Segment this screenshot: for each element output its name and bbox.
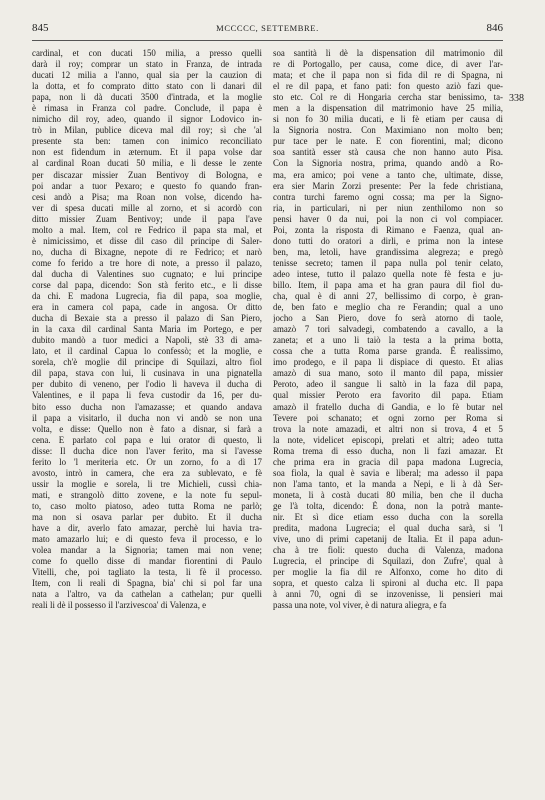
text-line: soa santità esser stà causa che non hanno auto Pisa. [273, 147, 503, 158]
text-line: non est fidendum in æternum. Et il papa volse dar [32, 147, 262, 158]
text-line: dil papa, stava con lui, li cusinava in una pignatella [32, 368, 262, 379]
text-line: re di Portogallo, per causa, come dice, di aver l'ar- [273, 59, 503, 70]
text-line: papa, non li dà ducati 3500 d'intrada, et la moglie [32, 92, 262, 103]
text-line: men a la dispensation dil matrimonio have 25 milia, [273, 103, 503, 114]
text-line: no, ducha di Bixagne, nepote di re Fedrico; et narò [32, 246, 262, 257]
text-line: mata; et che il papa non si fida dil re di Spagna, ni [273, 70, 503, 81]
text-line: imo prodego, e il papa li dispiace di questo. Et alias [273, 357, 503, 368]
page-number-right: 846 [486, 22, 503, 34]
text-line: adeo intese, tutto il palazo quella note fè festa e ju- [273, 268, 503, 279]
text-line: Lugrecia, el principe di Squilazi, don Zufre', qual à [273, 556, 503, 567]
text-line: lato, et il cardinal Capua lo confessò; et la moglie, e [32, 346, 262, 357]
text-line: zaneta; et a uno li taiò la testa a la prima botta, [273, 335, 503, 346]
text-line: la Signoria nostra. Con Maximiano non molto ben; [273, 125, 503, 136]
text-line: era in camera col papa, cade in angosa. Or ditto [32, 302, 262, 313]
text-line: dubito mandò a tuor medici a Napoli, stè 33 di ama- [32, 335, 262, 346]
text-line: sto etc. Col re di Hongaria cercha star benissimo, ta- [273, 92, 503, 103]
text-line: la dotta, et fo comprato ditto stato con li danari dil [32, 81, 262, 92]
text-line: qual missier Peroto era favorito dil papa. Etiam [273, 390, 503, 401]
text-line: sopra, et questo calza li spironi al ducha etc. Il papa [273, 578, 503, 589]
text-line: cena. E parlato col papa e lui orator di questo, li [32, 434, 262, 445]
text-line: darà il roy; comprar un stato in Franza, de intrada [32, 59, 262, 70]
text-line: billo. Item, il papa ama et ha gran paura dil fiol du- [273, 279, 503, 290]
text-line: poi andar a tuor Pexaro; e questo fo quando fran- [32, 180, 262, 191]
text-line: avosto, intrò in camera, che era za sublevato, e fè [32, 467, 262, 478]
text-line: nata a l'altro, va da cathelan a cathelan; pur quelli [32, 589, 262, 600]
text-line: reali li dè il possesso il l'arzivescoa' di Valenza, e [32, 600, 207, 611]
text-line: che prima era in gracia dil papa madona Lugrecia, [273, 456, 503, 467]
text-line: vive, uno di primi capetanij de Italia. Et il papa adun- [273, 534, 503, 545]
text-line: pensi haver 0 da nui, poi la non ci vol compiacer. [273, 213, 503, 224]
text-line: de, ben fato e meglio cha re Ferandin; qual a uno [273, 302, 503, 313]
text-line: per dubito di veneno, per l'odio li haveva il ducha di [32, 379, 262, 390]
text-line: trova la note amazadi, et altri non si trova, 4 et 5 [273, 423, 503, 434]
text-line: cha, qual è di anni 27, bellissimo di corpo, è gran- [273, 291, 503, 302]
text-line: amazò il fratello ducha di Gandia, e lo fè butar nel [273, 401, 503, 412]
text-line: dal ducha di Valentines suo cugnato; e lui principe [32, 268, 262, 279]
margin-number: 338 [509, 93, 524, 104]
text-line: per moglie la fia dil re Alfonxo, come ho dito di [273, 567, 503, 578]
text-line: cesi andò a Pisa; ma Roan non volse, dicendo ha- [32, 191, 262, 202]
text-line: Poi, zonta la risposta di Rimano e Faenza, qual an- [273, 224, 503, 235]
right-column [273, 48, 503, 611]
text-line: el re dil papa, et fano pati: fon questo aziò fazi que- [273, 81, 503, 92]
text-line: disse: Il ducha dice non l'aver ferito, ma si l'avesse [32, 445, 262, 456]
text-line: è rimasa in Franza col padre. Conclude, il papa è [32, 103, 262, 114]
text-line: cossa che a tutta Roma parse granda. È realissimo, [273, 346, 503, 357]
page-number-left: 845 [32, 22, 49, 34]
text-line: ducha di Bexaie sta a presso il palazo di San Piero, [32, 313, 262, 324]
text-line: Peroto, adeo il sangue li saltò in la faza dil papa, [273, 379, 503, 390]
text-line: molto a mal. Item, col re Fedrico il papa sta mal, et [32, 224, 262, 235]
text-line: ussir la moglie e sorela, li tre Michieli, cussì chia- [32, 478, 262, 489]
text-line: ferito lo 'l meriteria etc. Or un zorno, fo a dì 17 [32, 456, 262, 467]
text-line: si non fo 30 milia ducati, e li fè etiam per causa di [273, 114, 503, 125]
text-line: predita, madona Lugrecia; el qual ducha sarà, si 'l [273, 523, 503, 534]
text-line: ria, in particulari, ni per niun zenthilomo non so [273, 202, 503, 213]
text-line: corse dal papa, dicendo: Son stà ferito etc., e li disse [32, 279, 262, 290]
text-line: ben, ma, letoli, have grandissima alegreza; e pregò [273, 246, 503, 257]
text-line: mati, e strangolò ditto zovene, e la note fu sepul- [32, 489, 262, 500]
text-line: il papa a visitarlo, il ducha non vi andò se non una [32, 412, 262, 423]
text-line: al cardinal Roan ducati 50 milia, e li desse le zente [32, 158, 262, 169]
text-line: trò in Milan, publice diceva mal dil roy; sì che 'al [32, 125, 262, 136]
text-line: bito esso ducha non l'amazasse; et quando andava [32, 401, 262, 412]
text-line: pur tace per le nate. E con fiorentini, mal; dicono [273, 136, 503, 147]
header-rule [32, 40, 503, 41]
text-line: Tevere poi schanato; et ogni zorno per Roma si [273, 412, 503, 423]
text-line: Roma trema di esso ducha, non li fazi amazar. Et [273, 445, 503, 456]
text-line: amazò di sua mano, soto il manto dil papa, missier [273, 368, 503, 379]
text-line: come fo ferido a tre hore di note, a presso il palazo, [32, 257, 262, 268]
text-line: passa una note, vol viver, è di natura aliegra, e fa [273, 600, 447, 611]
text-line: Con la Signoria nostra, prima, quando andò a Ro- [273, 158, 503, 169]
text-line: sorela, ch'è moglie dil principe di Squilazi, altro fiol [32, 357, 262, 368]
text-line: moneta, li à costà ducati 80 milia, ben che il ducha [273, 489, 503, 500]
text-line: mato amazarlo lui; e di questo feva il processo, e lo [32, 534, 262, 545]
text-line: cha à tre fioli: questo ducha di Valenza, madona [273, 545, 503, 556]
text-line: nimicho dil roy, adeo, quando il signor Lodovico in- [32, 114, 262, 125]
text-line: volta, e disse: Quello non è fato a disnar, si farà a [32, 423, 262, 434]
text-line: soa santità li dè la dispensation dil matrimonio dil [273, 48, 503, 58]
text-line: presente sta ben: tamen con inimico reconciliato [32, 136, 262, 147]
text-line: ge l'à tolta, dicendo: È dona, non la potrà mante- [273, 500, 503, 511]
text-line: ma non si osava parlar per dubito. Et il ducha [32, 511, 262, 522]
text-line: la note, videlicet episcopi, prelati et altri; adeo tutta [273, 434, 503, 445]
text-line: tenisse secreto; tamen il papa nulla pol tenir celato, [273, 257, 503, 268]
text-line: to, caso molto piatoso, adeo tutta Roma ne parlò; [32, 500, 262, 511]
text-line: ducati 12 milia a l'anno, qual sia per la cauzion di [32, 70, 262, 81]
text-line: in la caxa dil cardinal Santa Maria im Portego, e per [32, 324, 262, 335]
running-header [32, 22, 503, 38]
text-line: cardinal, et con ducati 150 milia, a presso quelli [32, 48, 262, 58]
text-line: ver di spesa ducati mille al zorno, et si acordò con [32, 202, 262, 213]
text-line: ditto missier Zuam Bentivoy; unde il papa l'ave [32, 213, 262, 224]
text-line: nir. Et sì dice etiam esso ducha con la sorella [273, 511, 503, 522]
text-line: come fo quello disse di mandar fiorentini di Paulo [32, 556, 262, 567]
header-title: MCCCCC, SETTEMBRE. [216, 23, 319, 33]
text-line: Item, con li reali di Spagna, bia' chi si pol far una [32, 578, 262, 589]
text-line: have a dir, averlo fato amazar, perchè lui havia tra- [32, 523, 262, 534]
text-line: contra turchi faremo ogni cossa; ma per la Signo- [273, 191, 503, 202]
text-line: dono tutti do oratori a dirli, e prima non la intese [273, 235, 503, 246]
text-line: jocho a San Piero, dove fo serà atorno di taole, [273, 313, 503, 324]
text-line: per discazar missier Zuan Bentivoy di Bologna, e [32, 169, 262, 180]
text-line: era sier Marin Zorzi presente: Per la fede christiana, [273, 180, 503, 191]
text-line: ma, era amico; poi vene a tanto che, ultimate, disse, [273, 169, 503, 180]
text-line: Valentines, e il papa li feva custodir da 16, per du- [32, 390, 262, 401]
text-line: soa fiola, la qual è savia e liberal; ma adesso il papa [273, 467, 503, 478]
text-line: da chi. E madona Lugrecia, fia dil papa, soa moglie, [32, 291, 262, 302]
text-line: à anni 70, ogni dì se inzovenisse, li pensieri mai [273, 589, 503, 600]
text-line: non l'ama tanto, et la manda a Nepi, e li à dà Ser- [273, 478, 503, 489]
left-column [32, 48, 262, 611]
text-line: è nimicissimo, et disse dil caso dil principe di Saler- [32, 235, 262, 246]
text-line: volea mandar a la Signoria; tamen mai non vene; [32, 545, 262, 556]
text-line: Vitelli, che, poi tagliato la testa, li fè il processo. [32, 567, 262, 578]
text-line: amazò 7 tori salvadegi, combatendo a cavallo, a la [273, 324, 503, 335]
